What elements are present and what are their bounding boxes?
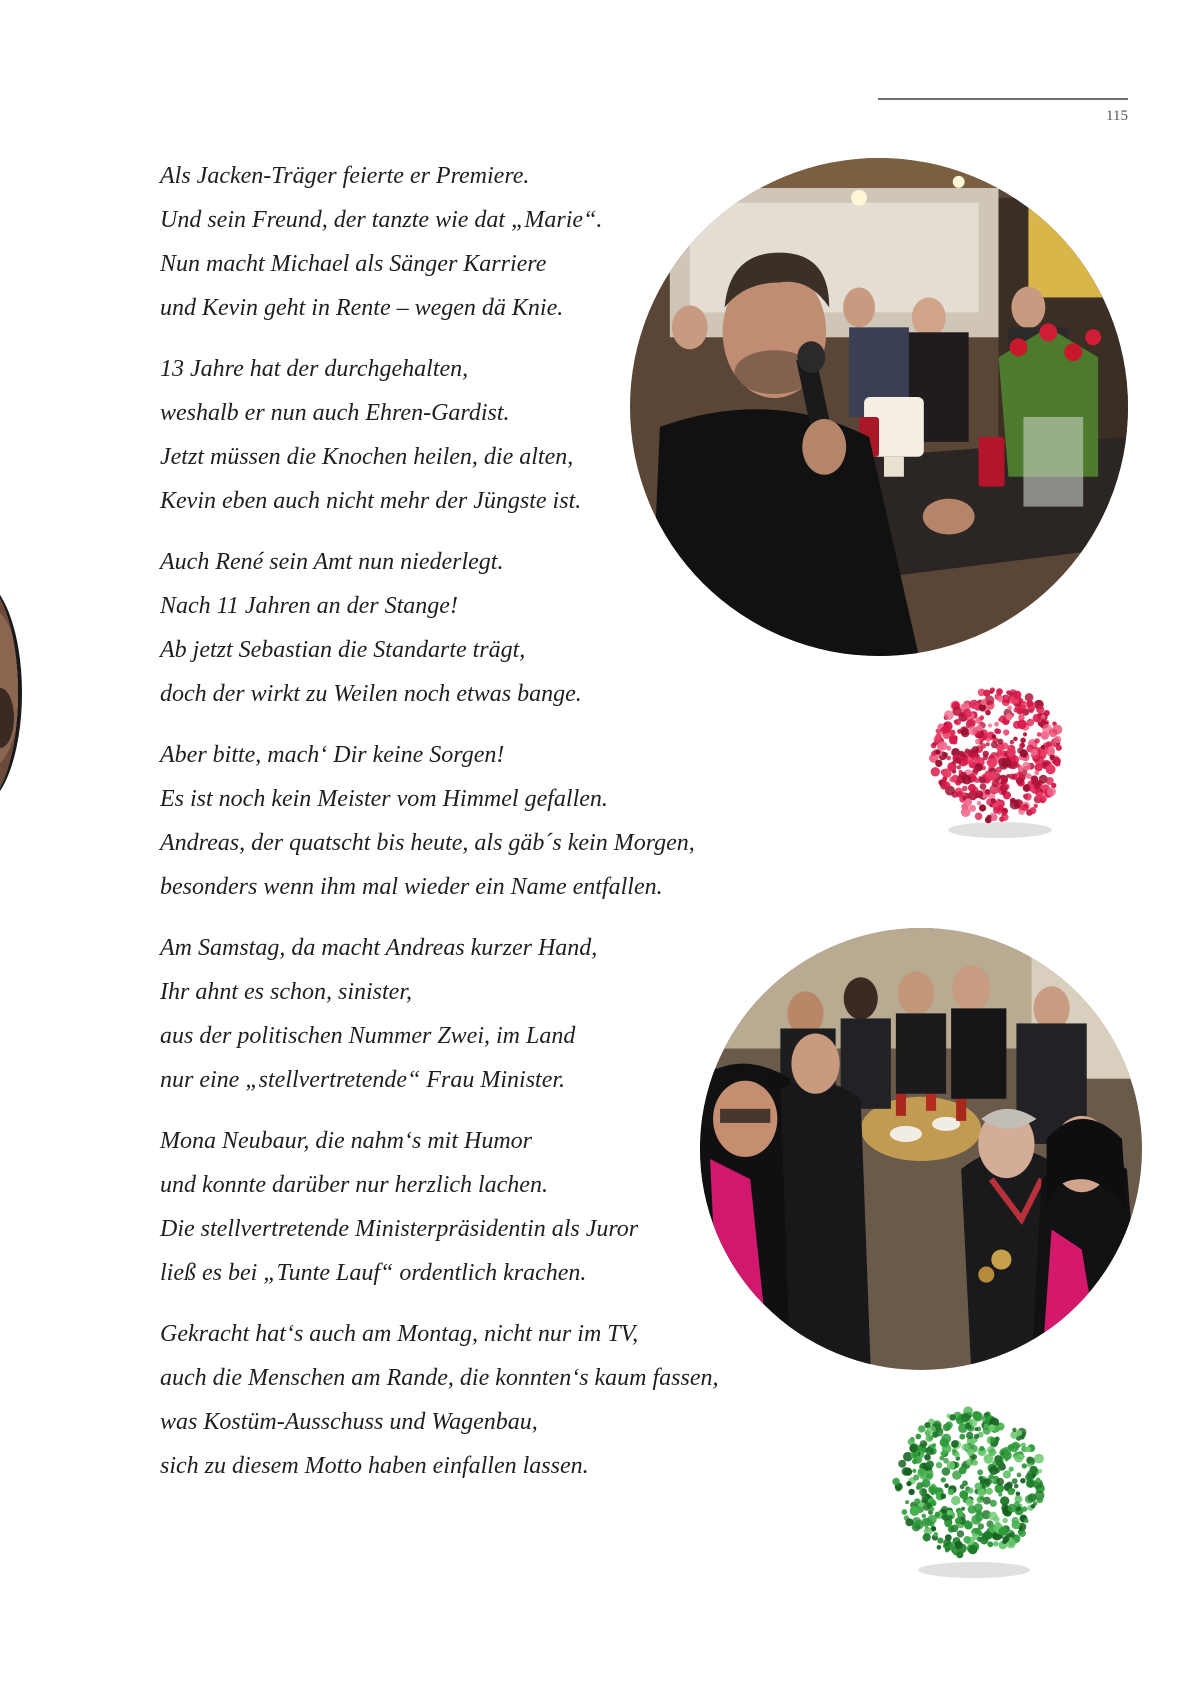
poem-line: Nun macht Michael als Sänger Karriere bbox=[160, 251, 547, 277]
poem-line: nur eine „stellvertretende“ Frau Minister. bbox=[160, 1067, 566, 1093]
stanza bbox=[160, 926, 800, 1102]
poem-line: Am Samstag, da macht Andreas kurzer Hand, bbox=[160, 935, 598, 961]
photo-bar-singer bbox=[630, 158, 1128, 656]
edge-photo-fragment bbox=[0, 578, 22, 808]
poem-line: und Kevin geht in Rente – wegen dä Knie. bbox=[160, 295, 564, 321]
stanza bbox=[160, 1312, 800, 1488]
poem-line: Auch René sein Amt nun niederlegt. bbox=[160, 549, 504, 575]
poem-line: Aber bitte, mach‘ Dir keine Sorgen! bbox=[160, 742, 505, 768]
poem-line: Kevin eben auch nicht mehr der Jüngste ist. bbox=[160, 488, 582, 514]
red-pompom-decoration bbox=[918, 680, 1078, 840]
poem-line: Und sein Freund, der tanzte wie dat „Marie“. bbox=[160, 207, 603, 233]
poem-line: was Kostüm-Ausschuss und Wagenbau, bbox=[160, 1409, 538, 1435]
poem-line: sich zu diesem Motto haben einfallen lassen. bbox=[160, 1453, 589, 1479]
poem-line: und konnte darüber nur herzlich lachen. bbox=[160, 1172, 548, 1198]
poem-line: Mona Neubaur, die nahm‘s mit Humor bbox=[160, 1128, 532, 1154]
poem-line: ließ es bei „Tunte Lauf“ ordentlich krachen. bbox=[160, 1260, 587, 1286]
photo-group-table bbox=[700, 928, 1142, 1370]
poem-line: doch der wirkt zu Weilen noch etwas bange. bbox=[160, 681, 582, 707]
poem-line: weshalb er nun auch Ehren-Gardist. bbox=[160, 400, 510, 426]
poem-line: 13 Jahre hat der durchgehalten, bbox=[160, 356, 469, 382]
poem-line: Als Jacken-Träger feierte er Premiere. bbox=[160, 163, 530, 189]
poem-line: Andreas, der quatscht bis heute, als gäb´s kein Morgen, bbox=[160, 830, 695, 856]
poem-line: Es ist noch kein Meister vom Himmel gefallen. bbox=[160, 786, 608, 812]
header-rule bbox=[878, 98, 1128, 100]
poem-line: Die stellvertretende Ministerpräsidentin als Juror bbox=[160, 1216, 639, 1242]
page-number: 115 bbox=[1106, 108, 1128, 124]
poem-line: Ihr ahnt es schon, sinister, bbox=[160, 979, 412, 1005]
poem-line: Jetzt müssen die Knochen heilen, die alten, bbox=[160, 444, 574, 470]
green-pompom-decoration bbox=[882, 1402, 1060, 1580]
poem-line: Nach 11 Jahren an der Stange! bbox=[160, 593, 458, 619]
poem-line: Ab jetzt Sebastian die Standarte trägt, bbox=[160, 637, 526, 663]
poem-line: besonders wenn ihm mal wieder ein Name entfallen. bbox=[160, 874, 663, 900]
poem-line: Gekracht hat‘s auch am Montag, nicht nur im TV, bbox=[160, 1321, 639, 1347]
poem-line: aus der politischen Nummer Zwei, im Land bbox=[160, 1023, 576, 1049]
poem-line: auch die Menschen am Rande, die konnten‘s kaum fassen, bbox=[160, 1365, 719, 1391]
stanza bbox=[160, 733, 800, 909]
